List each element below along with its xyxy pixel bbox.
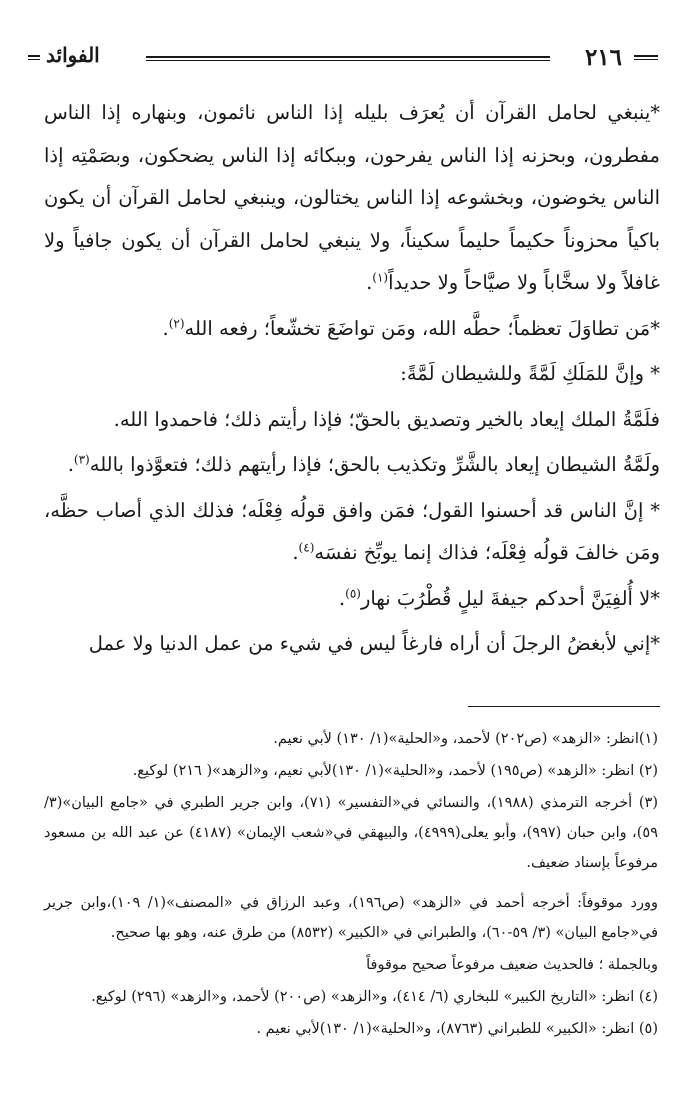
footnote-ref: (٥) <box>345 586 361 600</box>
header-ornament-left <box>28 55 40 60</box>
footnote-2: (٢) انظر: «الزهد» (ص١٩٥) لأحمد، و«الحلية»(١/ ١٣٠)لأبي نعيم، و«الزهد»( ٢١٦) لوكيع. <box>132 763 658 779</box>
footnote-ref: (٢) <box>168 316 185 330</box>
main-text <box>44 92 660 666</box>
footnote-separator <box>468 706 660 707</box>
book-title: الفوائد <box>46 43 100 67</box>
paragraph-lamma-intro: * وإنَّ للمَلَكِ لَمَّةً وللشيطان لَمَّةً: <box>400 362 660 385</box>
footnote-ref: (١) <box>372 270 389 285</box>
paragraph-idle-man: *إني لأبغضُ الرجلَ أن أراه فارغاً ليس في شيء من عمل الدنيا ولا عمل <box>88 632 660 655</box>
footnote-3-mawquf: وورد موقوفاً: أخرجه أحمد في «الزهد» (ص١٩٦)، وعبد الرزاق في «المصنف»(١/ ١٠٩)،وابن جرير في«جامع البيان» (٣/ ٥٩-٦٠)، والطبراني في «الكبير» (٨٥٣٢) من طرق عنه، وهو بها صحيح. <box>44 895 658 941</box>
header-ornament-right <box>634 55 658 60</box>
footnote-ref: (٤) <box>298 540 315 555</box>
paragraph-humility: *مَن تطاوَلَ تعظماً؛ حطَّه الله، ومَن تواضَعَ تخشّعاً؛ رفعه الله$^{(٢)}$. <box>162 316 660 340</box>
footnotes <box>44 724 658 1046</box>
paragraph-speech-deed: * إنَّ الناس قد أحسنوا القول؛ فمَن وافق قولُه فِعْلَه؛ فذلك الذي أصاب حظَّه، ومَن خالفَ قولُه فِعْلَه؛ فذاك إنما يوبِّخ نفسَه$^{(٤)}$. <box>44 498 660 564</box>
footnote-3-summary: وبالجملة ؛ فالحديث ضعيف مرفوعاً صحيح موقوفاً <box>366 957 658 973</box>
paragraph-angel-lamma: فلَمَّةُ الملك إيعاد بالخير وتصديق بالحقّ؛ فإذا رأيتم ذلك؛ فاحمدوا الله. <box>113 407 660 431</box>
footnote-5: (٥) انظر: «الكبير» للطبراني (٨٧٦٣)، و«الحلية»(١/ ١٣٠)لأبي نعيم . <box>256 1021 658 1037</box>
footnote-ref: (٣) <box>73 452 90 467</box>
footnote-1: (١)انظر: «الزهد» (ص٢٠٢) لأحمد، و«الحلية»(١/ ١٣٠) لأبي نعيم. <box>273 731 658 747</box>
paragraph-satan-lamma: ولَمَّةُ الشيطان إيعاد بالشَّرِّ وتكذيب بالحق؛ فإذا رأيتهم ذلك؛ فتعوَّذوا بالله$^{(٣)}$. <box>67 452 660 476</box>
page-header <box>28 40 658 76</box>
header-rule <box>146 56 550 61</box>
paragraph-night-carcass: *لا أُلفِيَنَّ أحدكم جيفةَ ليلٍ قُطْرُبَ نهار$^{(٥)}$. <box>338 586 660 610</box>
page-number: ٢١٦ <box>584 44 622 71</box>
paragraph-quran-bearer: *ينبغي لحامل القرآن أن يُعرَف بليله إذا الناس نائمون، وبنهاره إذا الناس مفطرون، وبحزنه إذا الناس يفرحون، وببكائه إذا الناس يضحكون، وبصَمْتِه إذا الناس يخوضون، وبخشوعه إذا الناس يختالون، وينبغي لحامل القرآن أن يكون باكياً محزوناً حكيماً حليماً سكيناً، ولا ينبغي لحامل القرآن أن يكون جافياً ولا غافلاً ولا سخَّاباً ولا صيَّاحاً ولا حديداً$^{(١)}$. <box>44 101 660 294</box>
footnote-3: (٣) أخرجه الترمذي (١٩٨٨)، والنسائي في«التفسير» (٧١)، وابن جرير الطبري في «جامع البيان»(٣/ ٥٩)، وابن حبان (٩٩٧)، وأبو يعلى(٤٩٩٩)، والبيهقي في«شعب الإيمان» (٤١٨٧) عن عبد الله بن مسعود مرفوعاً بإسناد ضعيف. <box>44 795 658 871</box>
footnote-4: (٤) انظر: «التاريخ الكبير» للبخاري (٦/ ٤١٤)، و«الزهد» (ص٢٠٠) لأحمد، و«الزهد» (٢٩٦) لوكيع. <box>91 989 658 1005</box>
